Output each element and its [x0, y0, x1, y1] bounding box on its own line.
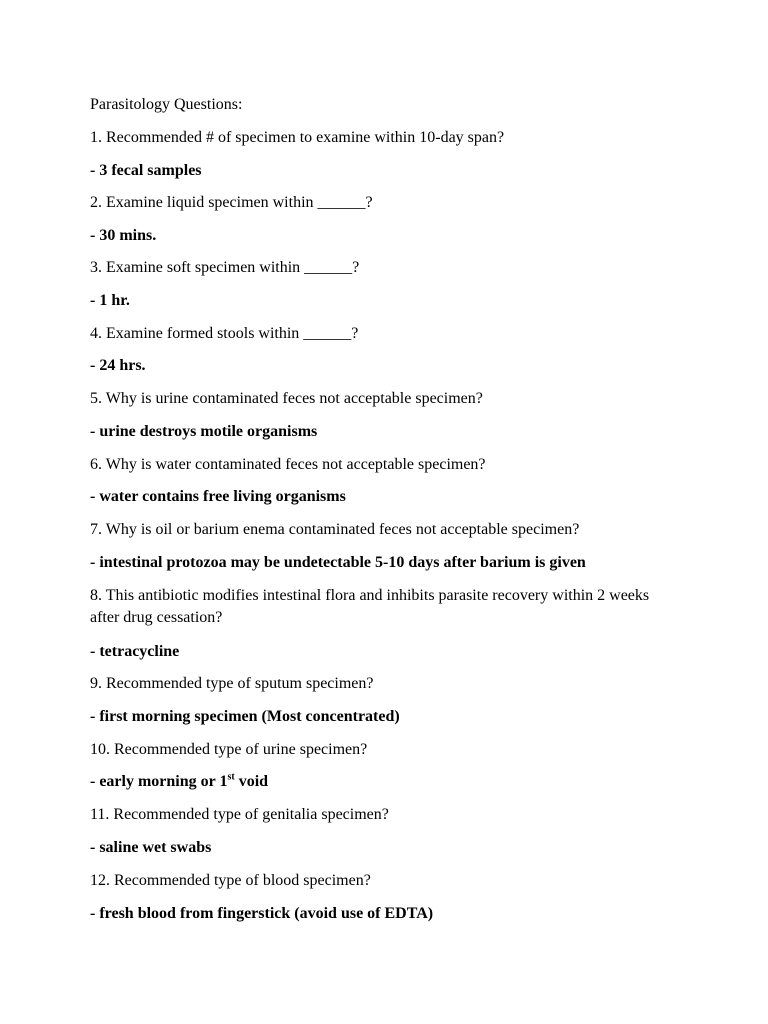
question-12: 12. Recommended type of blood specimen?	[90, 872, 371, 889]
answer-2: - 30 mins.	[90, 227, 157, 244]
question-8: 8. This antibiotic modifies intestinal flora and inhibits parasite recovery within 2 weeks after drug cessation?	[90, 587, 650, 626]
question-1: 1. Recommended # of specimen to examine within 10-day span?	[90, 129, 505, 146]
answer-10	[90, 771, 268, 793]
document-title: Parasitology Questions:	[90, 96, 243, 113]
answer-11: - saline wet swabs	[90, 839, 212, 856]
answer-4: - 24 hrs.	[90, 357, 146, 374]
answer-8: - tetracycline	[90, 643, 180, 660]
question-11: 11. Recommended type of genitalia specimen?	[90, 806, 389, 823]
answer-10-superscript: st	[227, 771, 235, 783]
question-5: 5. Why is urine contaminated feces not acceptable specimen?	[90, 390, 483, 407]
answer-1: - 3 fecal samples	[90, 162, 202, 179]
answer-10-prefix: - early morning or 1	[90, 773, 228, 790]
answer-5: - urine destroys motile organisms	[90, 423, 318, 440]
answer-6: - water contains free living organisms	[90, 488, 346, 505]
question-7: 7. Why is oil or barium enema contaminated feces not acceptable specimen?	[90, 521, 580, 538]
answer-10-suffix: void	[234, 773, 269, 790]
question-4: 4. Examine formed stools within ______?	[90, 325, 359, 342]
answer-9: - first morning specimen (Most concentrated)	[90, 708, 400, 725]
answer-7: - intestinal protozoa may be undetectable 5-10 days after barium is given	[90, 554, 586, 571]
question-3: 3. Examine soft specimen within ______?	[90, 259, 360, 276]
answer-3: - 1 hr.	[90, 292, 130, 309]
answer-12: - fresh blood from fingerstick (avoid use of EDTA)	[90, 905, 434, 922]
question-9: 9. Recommended type of sputum specimen?	[90, 675, 374, 692]
question-2: 2. Examine liquid specimen within ______?	[90, 194, 373, 211]
question-10: 10. Recommended type of urine specimen?	[90, 741, 368, 758]
question-6: 6. Why is water contaminated feces not acceptable specimen?	[90, 456, 486, 473]
